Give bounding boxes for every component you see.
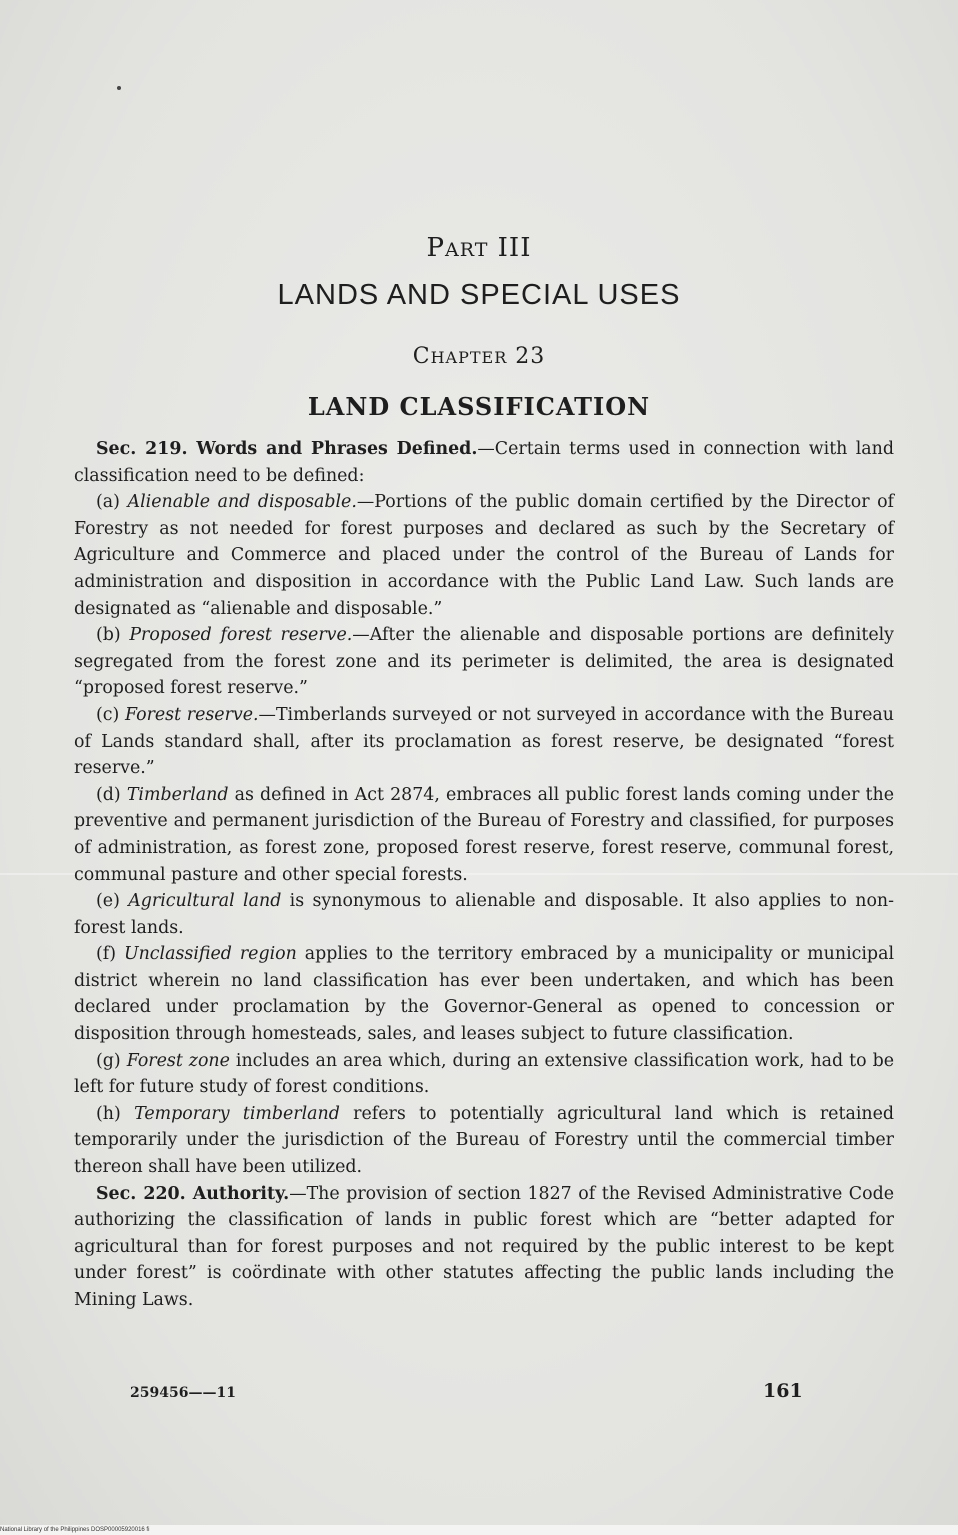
definition-d: (d) Timberland as defined in Act 2874, embraces all public forest lands coming under the preventive and permanent jurisdiction of the Bureau of Forestry and classified, for purposes of administration, as forest zone, proposed forest reserve, forest reserve, communal forest, communal pasture and other special forests. <box>74 784 894 885</box>
chapter-heading: CHAPTER 23 <box>412 344 546 369</box>
body-text <box>74 436 894 1314</box>
definition-e: (e) Agricultural land is synonymous to alienable and disposable. It also applies to non-forest lands. <box>74 891 894 938</box>
page-number: 161 <box>763 1380 803 1402</box>
scan-watermark: National Library of the Philippines DOSP00005920016 fi <box>0 1525 958 1535</box>
definition-h: (h) Temporary timberland refers to potentially agricultural land which is retained temporarily under the jurisdiction of the Bureau of Forestry until the commercial timber thereon shall have been utilized. <box>74 1103 894 1178</box>
definition-g: (g) Forest zone includes an area which, during an extensive classification work, had to be left for future study of forest conditions. <box>74 1050 894 1098</box>
part-title: LANDS AND SPECIAL USES <box>277 279 681 311</box>
chapter-title: LAND CLASSIFICATION <box>307 392 651 421</box>
definition-a: (a) Alienable and disposable.—Portions of the public domain certified by the Director of Forestry as not needed for forest purposes and declared as such by the Secretary of Agriculture and Commerce and placed under the control of the Bureau of Lands for administration and disposition in accordance with the Public Land Law. Such lands are designated as “alienable and disposable.” <box>74 492 894 619</box>
part-heading: PART III <box>426 233 532 263</box>
ink-speck <box>117 86 121 90</box>
definition-f: (f) Unclassified region applies to the territory embraced by a municipality or municipal district wherein no land classification has ever been undertaken, and which has been declared under proclamation by the Governor-General as opened to concession or disposition through homesteads, sales, and leases subject to future classification. <box>74 944 894 1045</box>
section-220: Sec. 220. Authority.—The provision of section 1827 of the Revised Administrative Code authorizing the classification of lands in public forest which are “better adapted for agricultural than for forest purposes and not required by the public interest to be kept under forest” is coördinate with other statutes affecting the public lands including the Mining Laws. <box>74 1183 895 1310</box>
definition-c: (c) Forest reserve.—Timberlands surveyed or not surveyed in accordance with the Bureau of Lands standard shall, after its proclamation as forest reserve, be designated “forest reserve.” <box>74 704 894 779</box>
print-code: 259456——11 <box>130 1385 236 1401</box>
definition-b: (b) Proposed forest reserve.—After the alienable and disposable portions are definitely segregated from the forest zone and its perimeter is delimited, the area is designated “proposed forest reserve.” <box>74 625 894 699</box>
section-219-intro: Sec. 219. Words and Phrases Defined.—Certain terms used in connection with land classification need to be defined: <box>74 439 894 486</box>
